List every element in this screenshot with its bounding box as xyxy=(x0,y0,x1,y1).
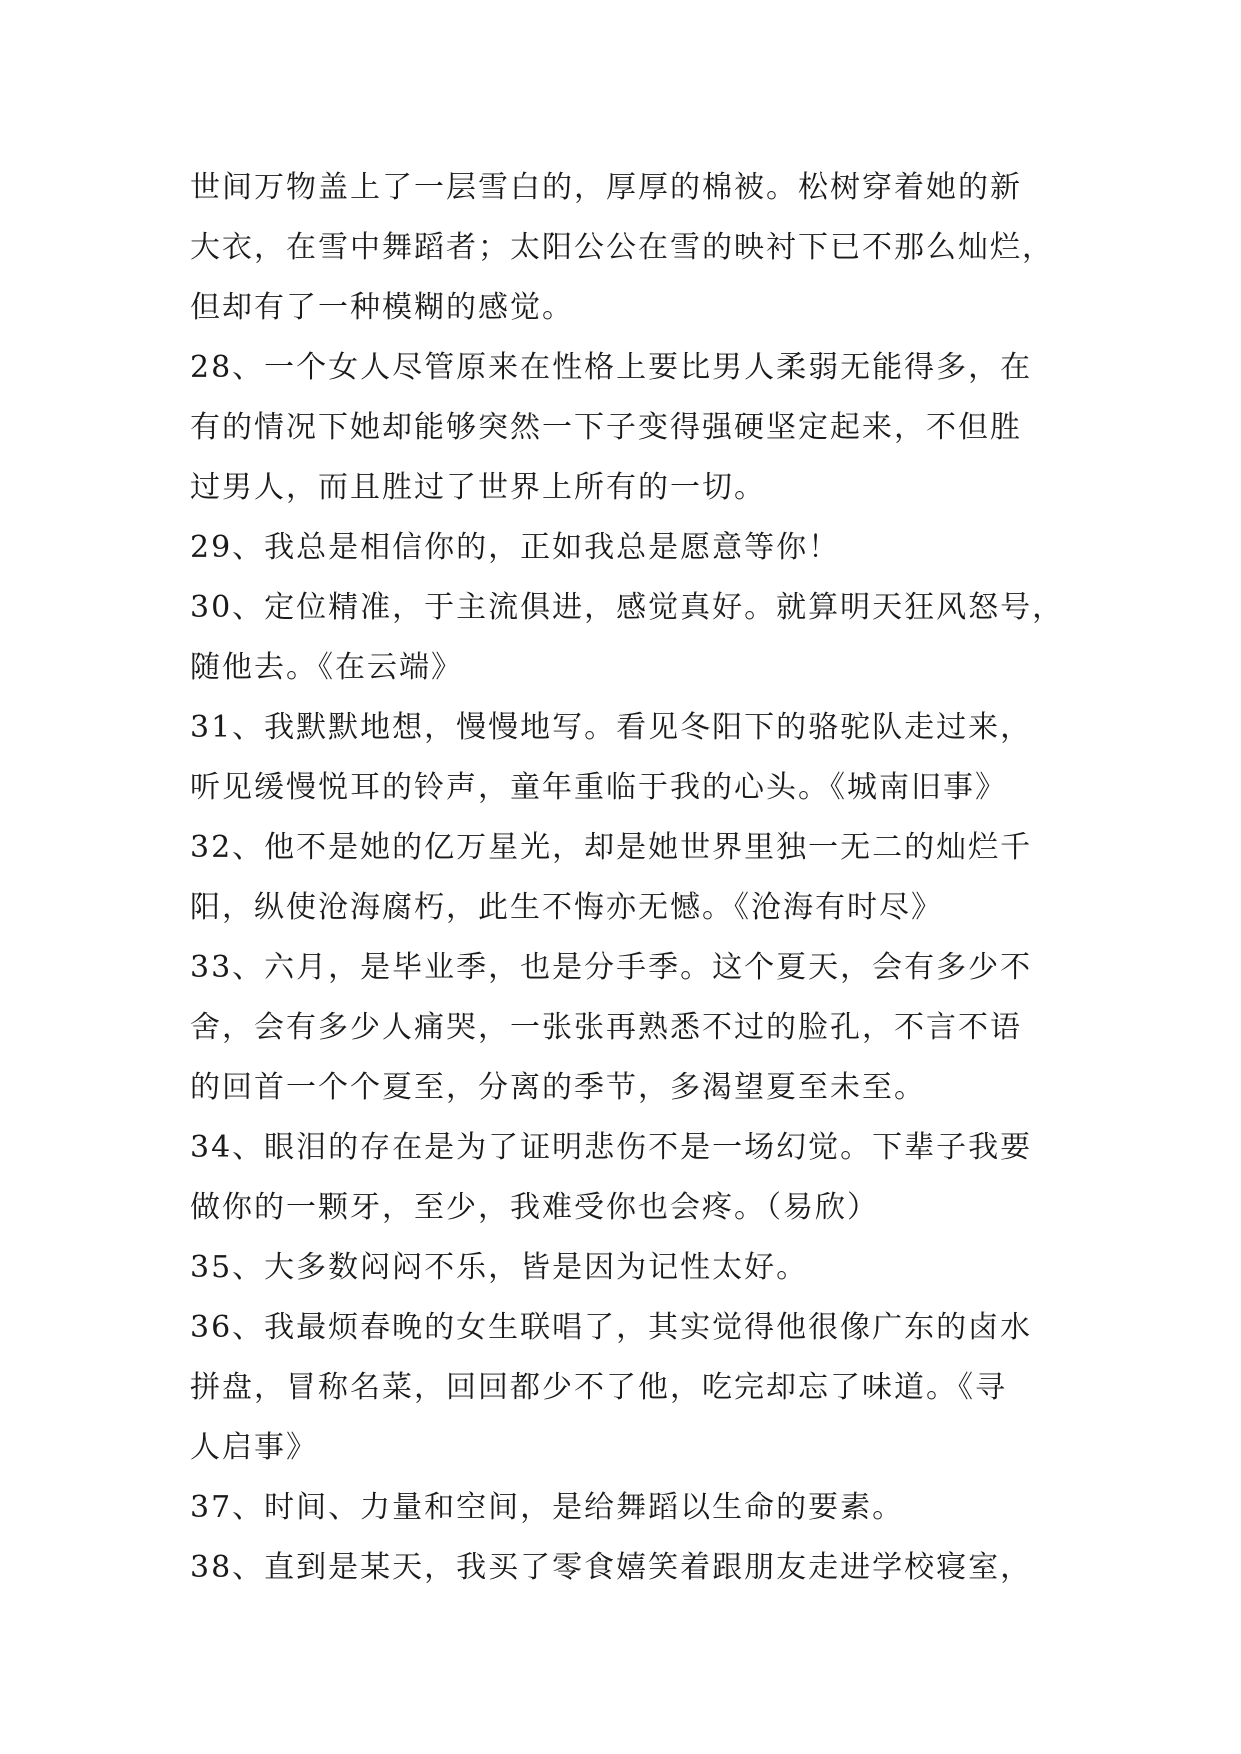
text-line: 有的情况下她却能够突然一下子变得强硬坚定起来，不但胜 xyxy=(190,410,1022,445)
text-line: 38、直到是某天，我买了零食嬉笑着跟朋友走进学校寝室， xyxy=(190,1550,1033,1585)
text-line: 舍，会有多少人痛哭，一张张再熟悉不过的脸孔，不言不语 xyxy=(190,1010,1022,1045)
text-line: 32、他不是她的亿万星光，却是她世界里独一无二的灿烂千 xyxy=(190,830,1033,865)
text-line: 阳，纵使沧海腐朽，此生不悔亦无憾。《沧海有时尽》 xyxy=(190,890,943,925)
text-line: 36、我最烦春晚的女生联唱了，其实觉得他很像广东的卤水 xyxy=(190,1310,1033,1345)
text-line: 33、六月，是毕业季，也是分手季。这个夏天，会有多少不 xyxy=(190,950,1033,985)
text-line: 35、大多数闷闷不乐，皆是因为记性太好。 xyxy=(190,1250,809,1285)
text-line: 大衣，在雪中舞蹈者；太阳公公在雪的映衬下已不那么灿烂， xyxy=(190,230,1054,265)
text-line: 人启事》 xyxy=(190,1430,318,1465)
text-line: 世间万物盖上了一层雪白的，厚厚的棉被。松树穿着她的新 xyxy=(190,170,1022,205)
text-line: 但却有了一种模糊的感觉。 xyxy=(190,290,574,325)
text-line: 34、眼泪的存在是为了证明悲伤不是一场幻觉。下辈子我要 xyxy=(190,1130,1033,1165)
text-line: 随他去。《在云端》 xyxy=(190,650,463,685)
text-line: 31、我默默地想，慢慢地写。看见冬阳下的骆驼队走过来， xyxy=(190,710,1033,745)
text-line: 拼盘，冒称名菜，回回都少不了他，吃完却忘了味道。《寻 xyxy=(190,1370,1007,1405)
body-text xyxy=(190,158,1090,1598)
text-line: 30、定位精准，于主流俱进，感觉真好。就算明天狂风怒号， xyxy=(190,590,1065,625)
text-line: 28、一个女人尽管原来在性格上要比男人柔弱无能得多，在 xyxy=(190,350,1033,385)
text-line: 做你的一颗牙，至少，我难受你也会疼。（易欣） xyxy=(190,1190,879,1225)
text-line: 29、我总是相信你的，正如我总是愿意等你！ xyxy=(190,530,841,565)
text-line: 的回首一个个夏至，分离的季节，多渴望夏至未至。 xyxy=(190,1070,926,1105)
text-line: 听见缓慢悦耳的铃声，童年重临于我的心头。《城南旧事》 xyxy=(190,770,1007,805)
text-line: 过男人，而且胜过了世界上所有的一切。 xyxy=(190,470,766,505)
text-line: 37、时间、力量和空间，是给舞蹈以生命的要素。 xyxy=(190,1490,905,1525)
